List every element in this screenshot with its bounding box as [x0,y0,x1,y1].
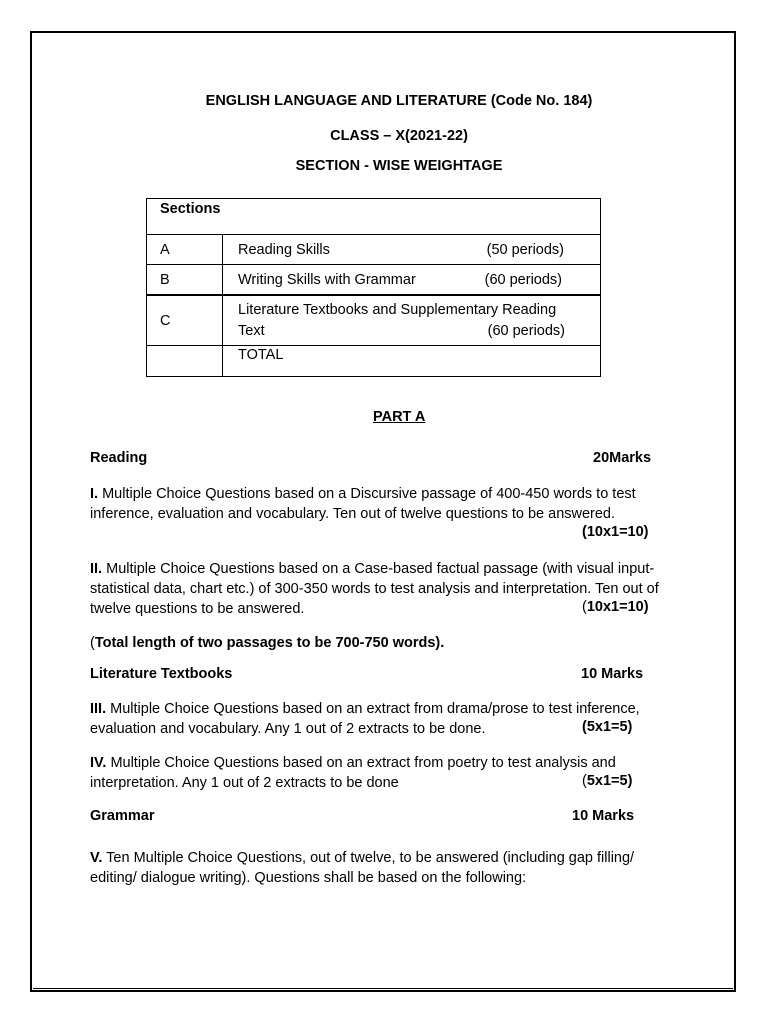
section-periods: (60 periods) [484,271,562,288]
table-row [147,346,601,377]
section-id [147,346,223,377]
weightage-table [146,198,601,377]
literature-heading: Literature Textbooks [90,666,233,682]
question-3: III. Multiple Choice Questions based on an extract from drama/prose to test inference, evaluation and vocabulary. Any 1 out of 2 extracts to be done. [90,701,640,737]
table-header-row [147,199,601,235]
section-periods: (50 periods) [486,241,564,258]
section-periods: (60 periods) [487,322,565,339]
class-line: CLASS – X(2021-22) [330,128,468,144]
question-3-marks: (5x1=5) [582,719,633,735]
question-1: I. Multiple Choice Questions based on a Discursive passage of 400-450 words to test inference, evaluation and vocabulary. Ten out of twelve questions to be answered. [90,486,636,522]
section-desc: Reading Skills [238,241,330,258]
table-row [147,265,601,296]
question-number: III. [90,701,107,717]
question-number: I. [90,486,99,502]
document-title: ENGLISH LANGUAGE AND LITERATURE (Code No. 184) [205,93,593,109]
section-id: A [147,235,223,265]
section-id: B [147,265,223,296]
sections-header: Sections [147,199,601,235]
question-4-marks: (5x1=5) [582,773,633,789]
question-2: II. Multiple Choice Questions based on a Case-based factual passage (with visual input- statistical data, chart etc.) of 300-350 words to test analysis and interpretation. Ten out of twelve questions to be answered. [90,561,659,617]
total-label: TOTAL [223,346,601,377]
reading-marks: 20Marks [593,450,652,466]
section-id: C [147,295,223,346]
part-a-heading: PART A [373,409,426,425]
literature-marks: 10 Marks [581,666,644,682]
question-5: V. Ten Multiple Choice Questions, out of twelve, to be answered (including gap filling/ editing/ dialogue writing). Questions shall be based on the following: [90,850,635,886]
question-4: IV. Multiple Choice Questions based on an extract from poetry to test analysis and interpretation. Any 1 out of 2 extracts to be done [90,755,616,791]
section-heading: SECTION - WISE WEIGHTAGE [295,158,503,174]
question-number: II. [90,561,103,577]
passage-length-note: (Total length of two passages to be 700-750 words). [90,635,445,651]
question-number: IV. [90,755,107,771]
section-desc: Literature Textbooks and Supplementary Reading [238,301,557,318]
grammar-marks: 10 Marks [572,808,635,824]
section-desc-cont: Text [238,322,265,339]
table-row [147,235,601,265]
question-number: V. [90,850,103,866]
section-desc: Writing Skills with Grammar [238,271,416,288]
reading-heading: Reading [90,450,148,466]
question-1-marks: (10x1=10) [582,524,649,540]
table-row [147,295,601,346]
grammar-heading: Grammar [90,808,155,824]
question-2-marks: (10x1=10) [582,599,649,615]
